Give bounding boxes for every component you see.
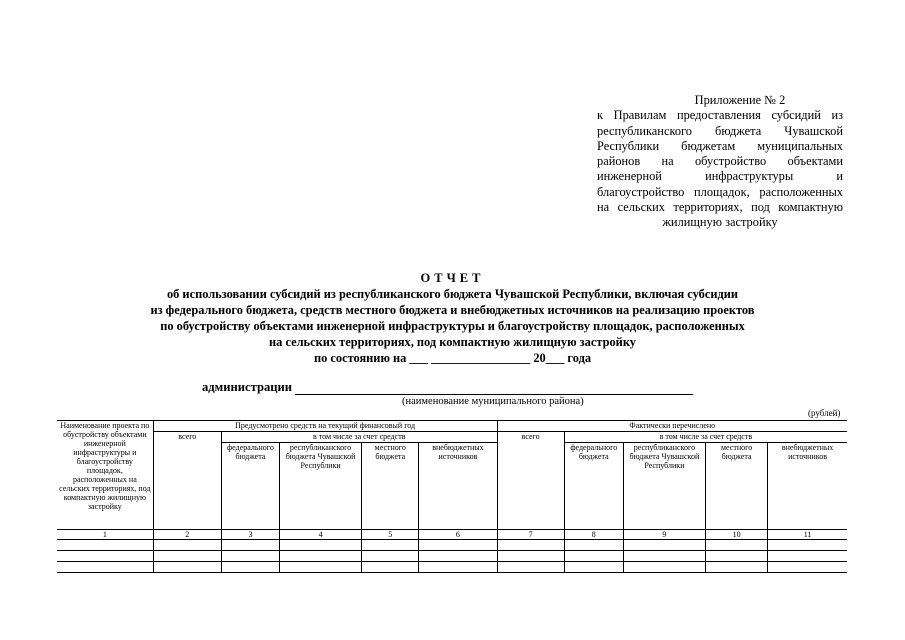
table-cell[interactable] [362,540,419,551]
table-cell[interactable] [768,551,847,562]
column-number: 9 [623,530,705,540]
table-cell[interactable] [221,551,279,562]
table-cell[interactable] [564,562,623,573]
table-row [57,562,847,573]
table-cell[interactable] [497,562,564,573]
table-cell[interactable] [153,551,221,562]
report-subtitle-line-1: об использовании субсидий из республиканского бюджета Чувашской Республики, включая субсидии [166,287,739,301]
header-actual-federal: федерального бюджета [564,443,623,530]
report-date-line: по состоянию на ___ ________________ 20___ года [313,351,592,365]
table-cell[interactable] [280,551,362,562]
table-cell[interactable] [153,540,221,551]
header-group-planned: Предусмотрено средств на текущий финансовый год [153,421,497,432]
column-number: 3 [221,530,279,540]
column-number: 8 [564,530,623,540]
administration-label: администрации [202,380,293,394]
column-number: 2 [153,530,221,540]
table-cell[interactable] [221,540,279,551]
report-title: ОТЧЕТ [420,271,485,285]
report-subtitle-line-3: по обустройству объектами инженерной инфраструктуры и благоустройству площадок, расположенных [160,319,745,333]
table-cell[interactable] [497,540,564,551]
table-cell[interactable] [280,562,362,573]
header-planned-local: местного бюджета [362,443,419,530]
table-cell[interactable] [623,562,705,573]
table-column-numbers [57,530,847,540]
table-cell[interactable] [419,551,497,562]
appendix-body: к Правилам предоставления субсидий из республиканского бюджета Чувашской Республики бюджетам муниципальных районов на обустройство объектами инженерной инфраструктуры и благоустройство площадок, расположенных на сельских территориях, под компактную жилищную застройку [597,108,843,230]
table-cell[interactable] [623,540,705,551]
header-group-actual: Фактически перечислено [497,421,847,432]
header-actual-total: всего [497,432,564,530]
header-planned-including: в том числе за счет средств [221,432,497,443]
table-row [57,540,847,551]
administration-fill-line[interactable] [295,381,693,395]
table-cell[interactable] [768,540,847,551]
table-cell[interactable] [419,562,497,573]
report-heading [60,270,845,366]
header-project-name: Наименование проекта по обустройству объектами инженерной инфраструктуры и благоустройству площадок, расположенных на сельских территориях, под компактную жилищную застройку [57,421,153,530]
table-cell[interactable] [221,562,279,573]
table-cell[interactable] [153,562,221,573]
table-cell[interactable] [57,540,153,551]
column-number: 7 [497,530,564,540]
table-cell[interactable] [419,540,497,551]
report-subtitle-line-2: из федерального бюджета, средств местного бюджета и внебюджетных источников на реализацию проектов [150,303,755,317]
column-number: 5 [362,530,419,540]
table-cell[interactable] [564,551,623,562]
administration-line [202,380,693,395]
table-cell[interactable] [57,562,153,573]
report-table [57,420,847,573]
header-planned-republic: республиканского бюджета Чувашской Республики [280,443,362,530]
header-planned-federal: федерального бюджета [221,443,279,530]
header-actual-extra: внебюджетных источников [768,443,847,530]
appendix-note [597,93,843,231]
column-number: 6 [419,530,497,540]
report-subtitle-line-4: на сельских территориях, под компактную жилищную застройку [269,335,636,349]
column-number: 11 [768,530,847,540]
header-planned-total: всего [153,432,221,530]
column-number: 1 [57,530,153,540]
header-actual-republic: республиканского бюджета Чувашской Республики [623,443,705,530]
table-cell[interactable] [362,551,419,562]
table-cell[interactable] [57,551,153,562]
header-actual-local: местного бюджета [706,443,768,530]
column-number: 10 [706,530,768,540]
appendix-title: Приложение № 2 [694,93,786,107]
table-cell[interactable] [768,562,847,573]
table-cell[interactable] [706,540,768,551]
table-cell[interactable] [497,551,564,562]
table-cell[interactable] [623,551,705,562]
header-planned-extra: внебюджетных источников [419,443,497,530]
administration-hint: (наименование муниципального района) [402,396,584,407]
table-header-row-2 [57,432,847,443]
table-row [57,551,847,562]
table-cell[interactable] [280,540,362,551]
table-cell[interactable] [564,540,623,551]
header-actual-including: в том числе за счет средств [564,432,847,443]
table-cell[interactable] [362,562,419,573]
table-cell[interactable] [706,551,768,562]
column-number: 4 [280,530,362,540]
table-cell[interactable] [706,562,768,573]
table-header-row-1 [57,421,847,432]
units-label: (рублей) [808,408,841,418]
